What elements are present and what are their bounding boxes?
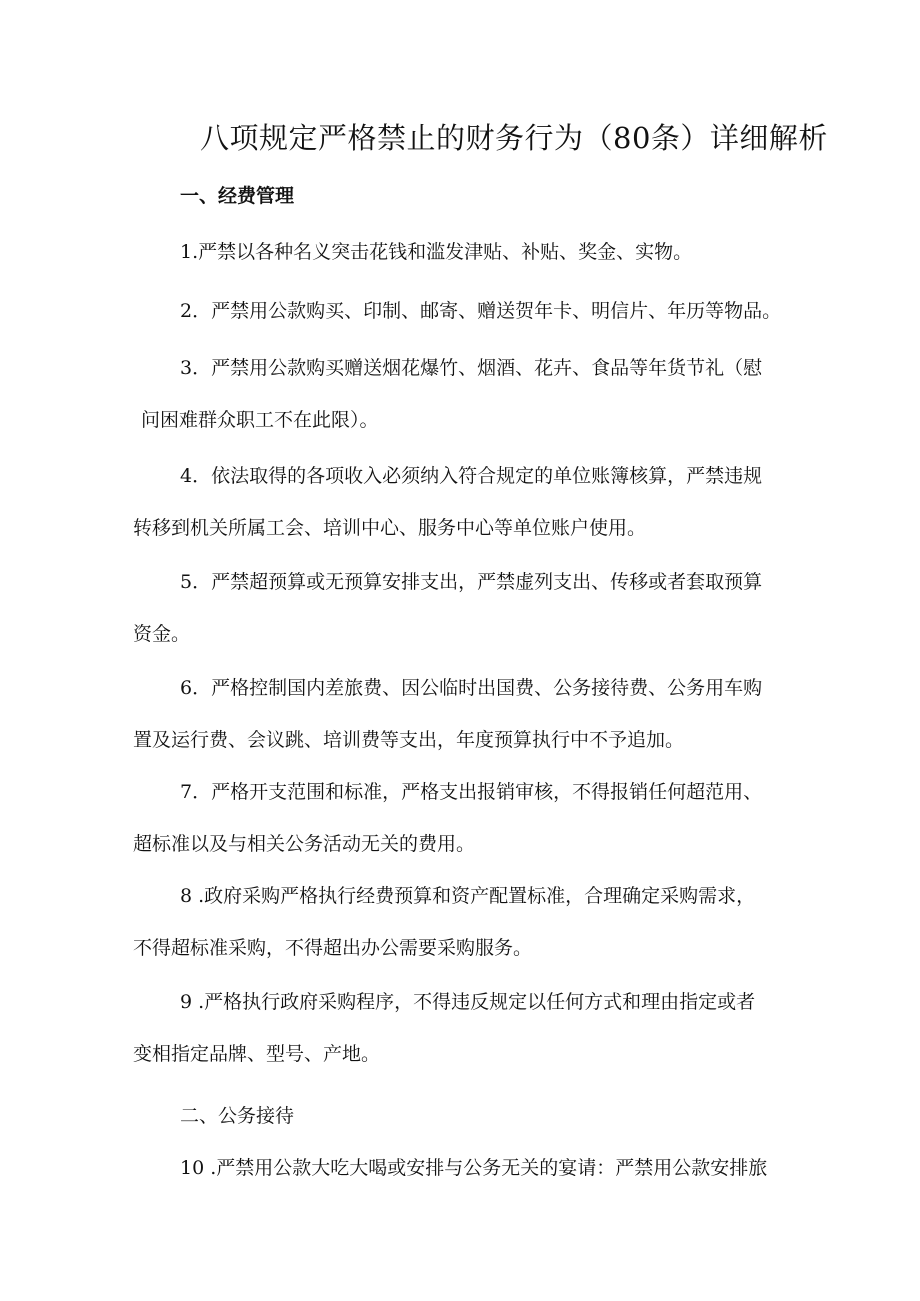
item-line: 资金。	[133, 623, 191, 645]
list-item	[133, 226, 793, 278]
item-line: 8 .政府采购严格执行经费预算和资产配置标准，合理确定采购需求，	[180, 885, 756, 907]
document-title: 八项规定严格禁止的财务行为（80条）详细解析	[200, 121, 828, 155]
item-line: 不得超标准采购，不得超出办公需要采购服务。	[133, 937, 533, 959]
section-heading-official-reception: 二、公务接待	[180, 1105, 295, 1127]
item-line: 置及运行费、会议跳、培训费等支出，年度预算执行中不予追加。	[133, 729, 685, 751]
item-line: 5．严禁超预算或无预算安排支出，严禁虚列支出、传移或者套取预算	[180, 571, 763, 593]
list-item	[133, 285, 793, 337]
item-line: 问困难群众职工不在此限）。	[141, 409, 379, 431]
item-line: 2．严禁用公款购买、印制、邮寄、赠送贺年卡、明信片、年历等物品。	[180, 300, 782, 322]
list-item	[133, 1142, 793, 1194]
item-line: 变相指定品牌、型号、产地。	[133, 1043, 381, 1065]
item-line: 10 .严禁用公款大吃大喝或安排与公务无关的宴请：严禁用公款安排旅	[180, 1157, 768, 1179]
item-line: 转移到机关所属工会、培训中心、服务中心等单位账户使用。	[133, 517, 647, 539]
list-item	[133, 556, 793, 660]
list-item	[133, 450, 793, 554]
item-line: 7．严格开支范围和标准，严格支出报销审核，不得报销任何超范用、	[180, 781, 763, 803]
list-item	[133, 870, 793, 974]
list-item	[133, 342, 793, 446]
item-line: 6．严格控制国内差旅费、因公临时出国费、公务接待费、公务用车购	[180, 677, 763, 699]
item-line: 1.严禁以各种名义突击花钱和滥发津贴、补贴、奖金、实物。	[180, 241, 693, 263]
item-line: 3．严禁用公款购买赠送烟花爆竹、烟酒、花卉、食品等年货节礼（慰	[180, 357, 763, 379]
list-item	[133, 976, 793, 1080]
item-line: 9 .严格执行政府采购程序，不得违反规定以任何方式和理由指定或者	[180, 991, 756, 1013]
item-line: 4．依法取得的各项收入必须纳入符合规定的单位账簿核算，严禁违规	[180, 465, 763, 487]
section-heading-funds-management: 一、经费管理	[180, 185, 295, 207]
item-line: 超标准以及与相关公务活动无关的费用。	[133, 833, 476, 855]
list-item	[133, 766, 793, 870]
list-item	[133, 662, 793, 766]
